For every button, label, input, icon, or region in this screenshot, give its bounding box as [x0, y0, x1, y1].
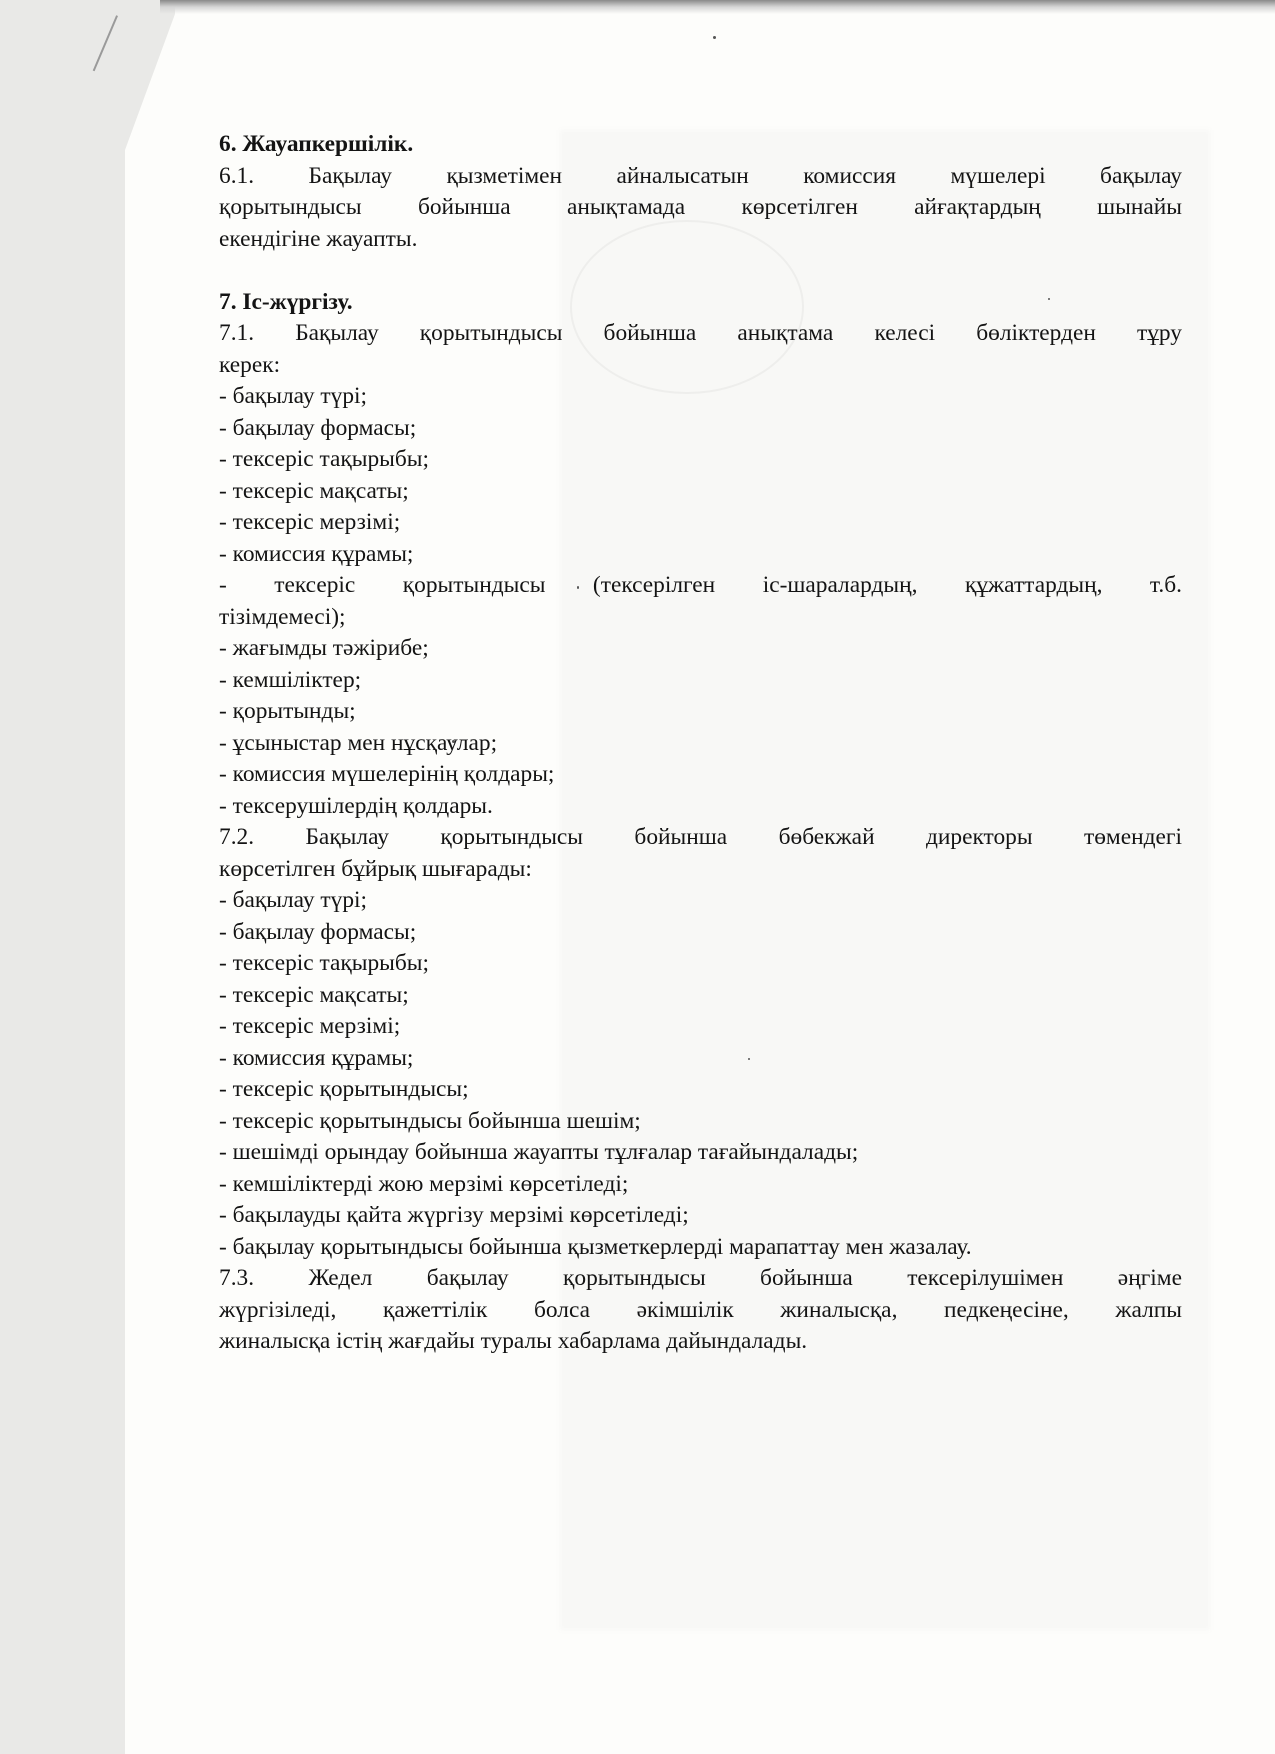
list-item: - бақылау түрі;	[219, 383, 368, 409]
paragraph-line: жиналысқа істің жағдайы туралы хабарлама дайындалады.	[219, 1328, 808, 1354]
document-page	[219, 129, 1182, 1358]
paragraph-line: 7.3. Жедел бақылау қорытындысы бойынша тексерілушімен әңгіме	[219, 1265, 1182, 1291]
section-record-keeping	[219, 287, 1182, 1358]
paragraph-line: керек:	[219, 351, 281, 378]
section-7-heading: 7. Іс-жүргізу.	[219, 288, 353, 315]
list-item: - кемшіліктер;	[219, 666, 362, 693]
section-responsibility	[219, 129, 1182, 255]
list-item: - тексеріс мақсаты;	[219, 981, 409, 1008]
list-item: - тексеріс мақсаты;	[219, 477, 409, 504]
list-item: - бақылау қорытындысы бойынша қызметкерлерді марапаттау мен жазалау.	[219, 1233, 972, 1260]
paragraph-line: қорытындысы бойынша анықтамада көрсетілген айғақтардың шынайы	[219, 194, 1182, 220]
list-item: - комиссия құрамы;	[219, 540, 414, 567]
list-item: - жағымды тәжірибе;	[219, 635, 429, 661]
paragraph-7-1	[219, 318, 1182, 381]
paragraph-7-2	[219, 822, 1182, 885]
list-item: - шешімді орындау бойынша жауапты тұлғалар тағайындалады;	[219, 1139, 859, 1165]
paragraph-line: 7.1. Бақылау қорытындысы бойынша анықтама келесі бөліктерден тұру	[219, 320, 1182, 346]
list-item: - бақылауды қайта жүргізу мерзімі көрсетіледі;	[219, 1202, 689, 1228]
scan-top-shadow	[160, 0, 1275, 14]
paragraph-line: 7.2. Бақылау қорытындысы бойынша бөбекжай директоры төмендегі	[219, 824, 1182, 850]
list-item: - қорытынды;	[219, 698, 356, 724]
paragraph-line: көрсетілген бұйрық шығарады:	[219, 855, 532, 882]
list-item: - тексерушілердің қолдары.	[219, 792, 493, 819]
paragraph-line: екендігіне жауапты.	[219, 225, 418, 252]
list-item: - бақылау формасы;	[219, 918, 417, 945]
list-item: - тексеріс тақырыбы;	[219, 950, 429, 976]
paragraph-line: 6.1. Бақылау қызметімен айналысатын комиссия мүшелері бақылау	[219, 162, 1182, 189]
order-contents-list	[219, 885, 1182, 1263]
list-item: - бақылау түрі;	[219, 887, 368, 913]
list-item-continuation: тізімдемесі);	[219, 603, 346, 630]
list-item: - тексеріс қорытындысы;	[219, 1076, 469, 1102]
list-item: - кемшіліктерді жою мерзімі көрсетіледі;	[219, 1170, 629, 1197]
scan-speck	[713, 36, 716, 39]
list-item: - ұсыныстар мен нұсқаулар;	[219, 729, 498, 756]
paragraph-7-3	[219, 1263, 1182, 1358]
list-item: - комиссия құрамы;	[219, 1044, 414, 1071]
report-contents-list	[219, 381, 1182, 822]
paragraph-line: жүргізіледі, қажеттілік болса әкімшілік жиналысқа, педкеңесіне, жалпы	[219, 1296, 1182, 1323]
blank-line	[219, 255, 1182, 287]
list-item: - комиссия мүшелерінің қолдары;	[219, 761, 555, 787]
list-item: - бақылау формасы;	[219, 414, 417, 441]
scan-page-edge	[0, 0, 175, 1754]
list-item: - тексеріс қорытындысы (тексерілген іс-шаралардың, құжаттардың, т.б.	[219, 572, 1182, 598]
list-item: - тексеріс тақырыбы;	[219, 446, 429, 472]
section-6-heading: 6. Жауапкершілік.	[219, 131, 414, 157]
list-item: - тексеріс мерзімі;	[219, 1013, 401, 1039]
list-item: - тексеріс мерзімі;	[219, 509, 401, 535]
paragraph-6-1	[219, 161, 1182, 256]
list-item: - тексеріс қорытындысы бойынша шешім;	[219, 1107, 641, 1134]
